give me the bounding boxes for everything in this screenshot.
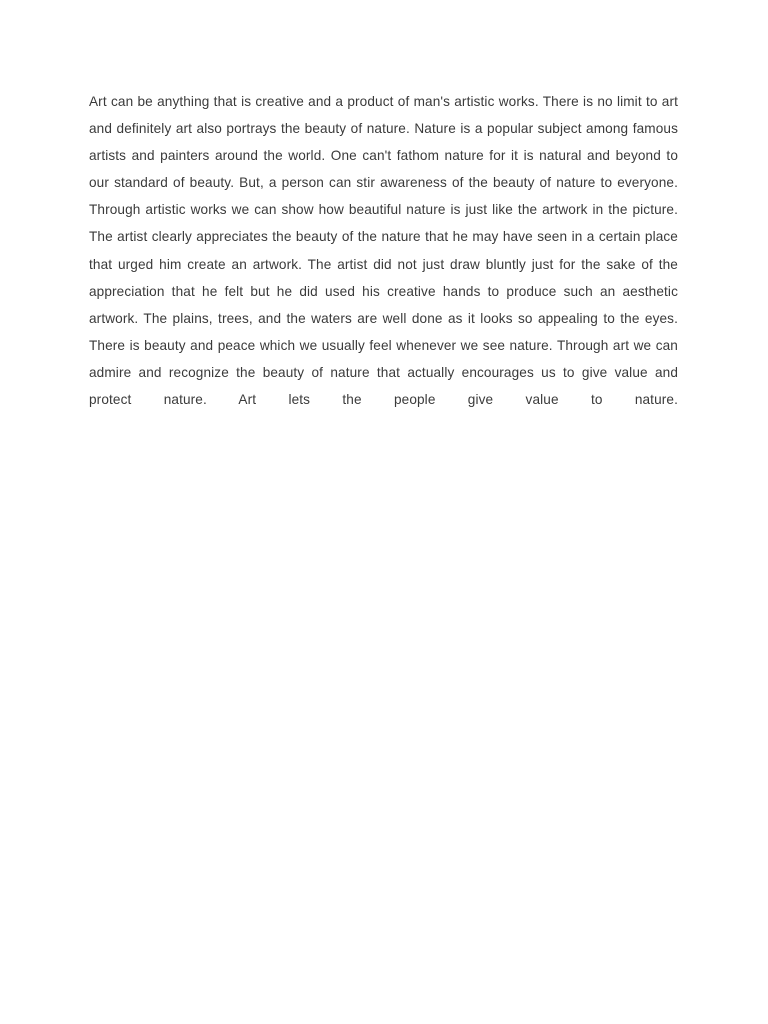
- document-text-block: [89, 88, 678, 440]
- body-paragraph: Art can be anything that is creative and a product of man's artistic works. There is no limit to art and definitely art also portrays the beauty of nature. Nature is a popular subject among famous artists and painters around the world. One can't fathom nature for it is natural and beyond to our standard of beauty. But, a person can stir awareness of the beauty of nature to everyone. Through artistic works we can show how beautiful nature is just like the artwork in the picture. The artist clearly appreciates the beauty of the nature that he may have seen in a certain place that urged him create an artwork. The artist did not just draw bluntly just for the sake of the appreciation that he felt but he did used his creative hands to produce such an aesthetic artwork. The plains, trees, and the waters are well done as it looks so appealing to the eyes. There is beauty and peace which we usually feel whenever we see nature. Through art we can admire and recognize the beauty of nature that actually encourages us to give value and protect nature. Art lets the people give value to nature.: [89, 94, 678, 408]
